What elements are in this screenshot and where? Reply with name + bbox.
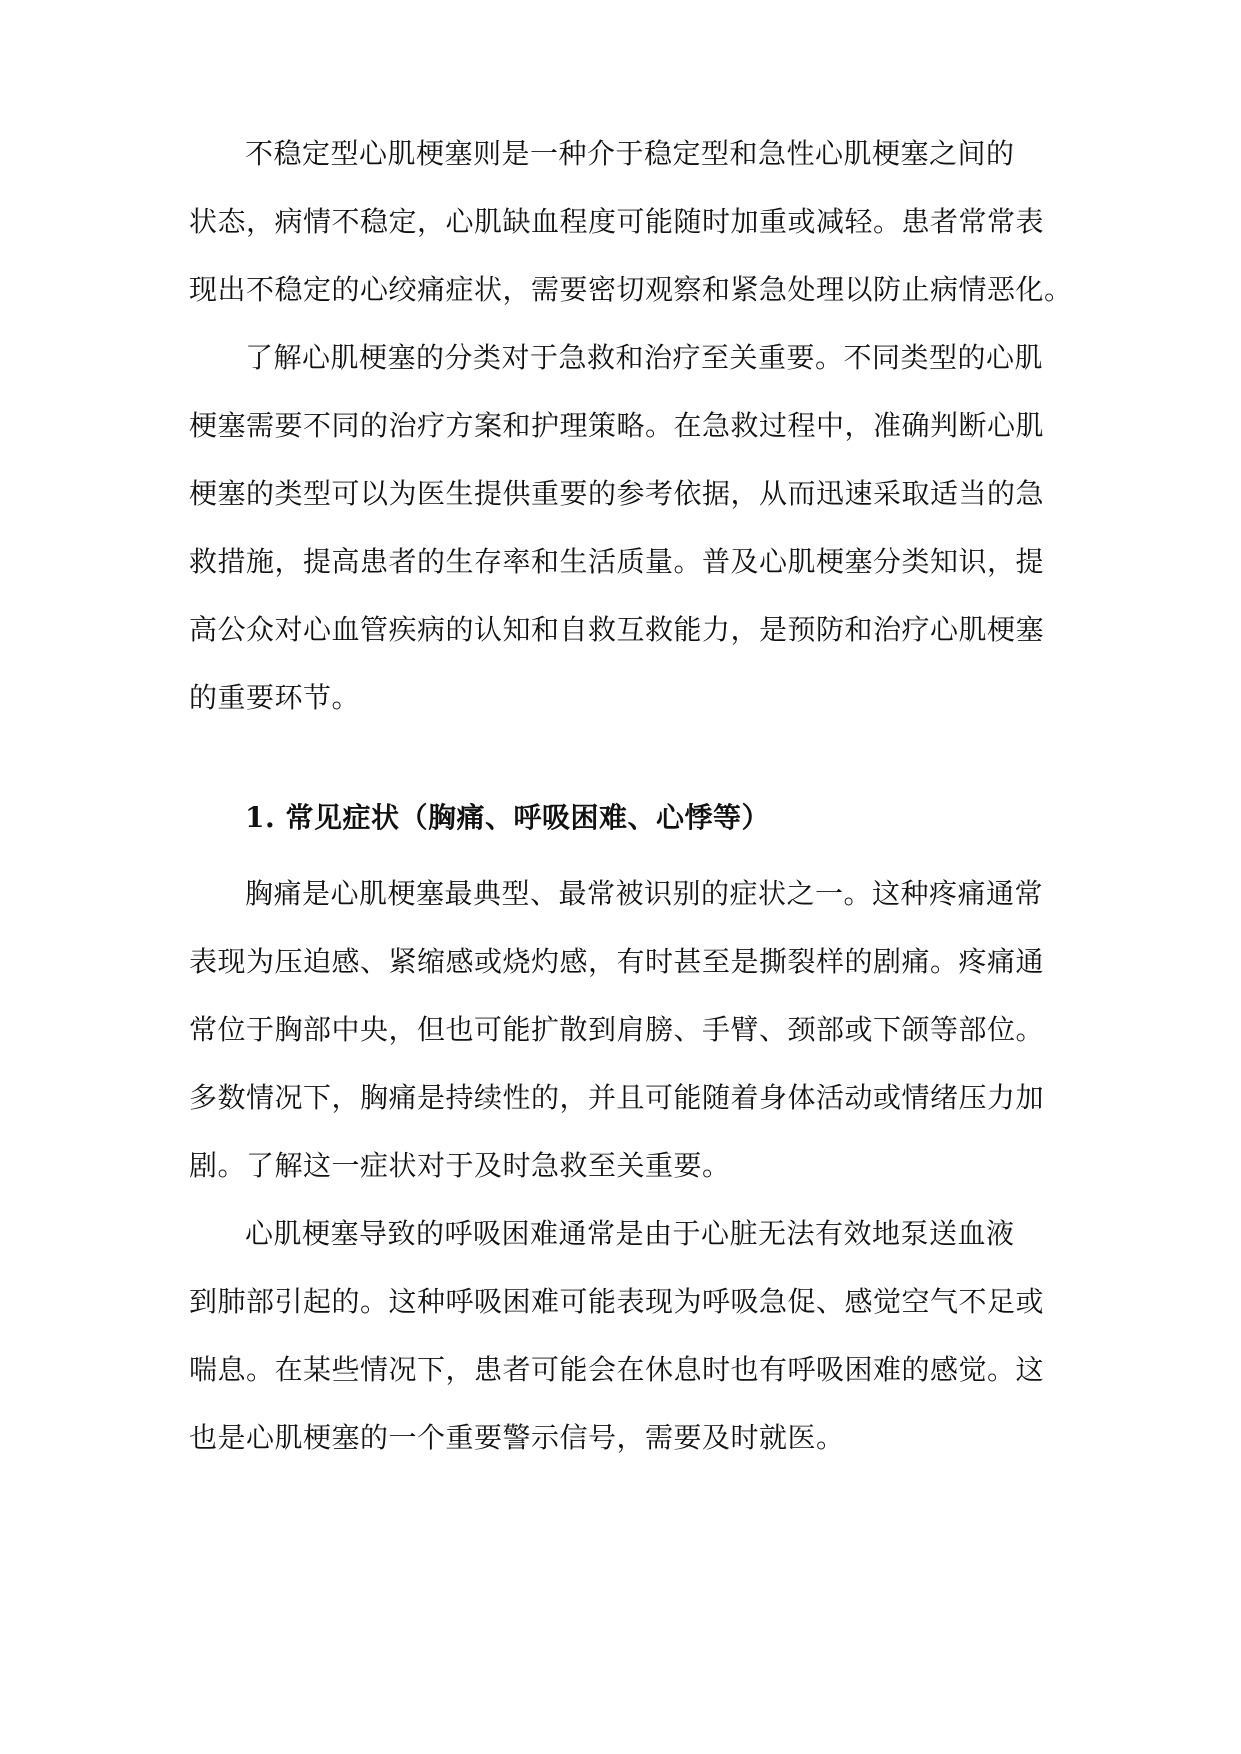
paragraph-line: 的重要环节。 [189, 681, 361, 714]
paragraph-line: 高公众对心血管疾病的认知和自救互救能力，是预防和治疗心肌梗塞 [189, 613, 1045, 646]
section-heading: 1. 常见症状（胸痛、呼吸困难、心悸等） [245, 801, 770, 834]
paragraph-line: 梗塞需要不同的治疗方案和护理策略。在急救过程中，准确判断心肌 [189, 409, 1045, 442]
paragraph-line: 到肺部引起的。这种呼吸困难可能表现为呼吸急促、感觉空气不足或 [189, 1285, 1045, 1318]
paragraph-line: 喘息。在某些情况下，患者可能会在休息时也有呼吸困难的感觉。这 [189, 1353, 1045, 1386]
paragraph-line: 剧。了解这一症状对于及时急救至关重要。 [189, 1149, 731, 1182]
paragraph-line: 心肌梗塞导致的呼吸困难通常是由于心脏无法有效地泵送血液 [245, 1217, 1015, 1250]
paragraph-line: 常位于胸部中央，但也可能扩散到肩膀、手臂、颈部或下颌等部位。 [189, 1013, 1045, 1046]
paragraph-line: 多数情况下，胸痛是持续性的，并且可能随着身体活动或情绪压力加 [189, 1081, 1045, 1114]
paragraph-line: 不稳定型心肌梗塞则是一种介于稳定型和急性心肌梗塞之间的 [245, 137, 1015, 170]
paragraph-line: 救措施，提高患者的生存率和生活质量。普及心肌梗塞分类知识，提 [189, 545, 1045, 578]
paragraph-line: 胸痛是心肌梗塞最典型、最常被识别的症状之一。这种疼痛通常 [245, 877, 1044, 910]
paragraph-line: 表现为压迫感、紧缩感或烧灼感，有时甚至是撕裂样的剧痛。疼痛通 [189, 945, 1045, 978]
paragraph-line: 梗塞的类型可以为医生提供重要的参考依据，从而迅速采取适当的急 [189, 477, 1045, 510]
paragraph-line: 也是心肌梗塞的一个重要警示信号，需要及时就医。 [189, 1421, 845, 1454]
paragraph-line: 状态，病情不稳定，心肌缺血程度可能随时加重或减轻。患者常常表 [189, 205, 1045, 238]
paragraph-line: 现出不稳定的心绞痛症状，需要密切观察和紧急处理以防止病情恶化。 [189, 273, 1073, 306]
paragraph-line: 了解心肌梗塞的分类对于急救和治疗至关重要。不同类型的心肌 [245, 341, 1044, 374]
